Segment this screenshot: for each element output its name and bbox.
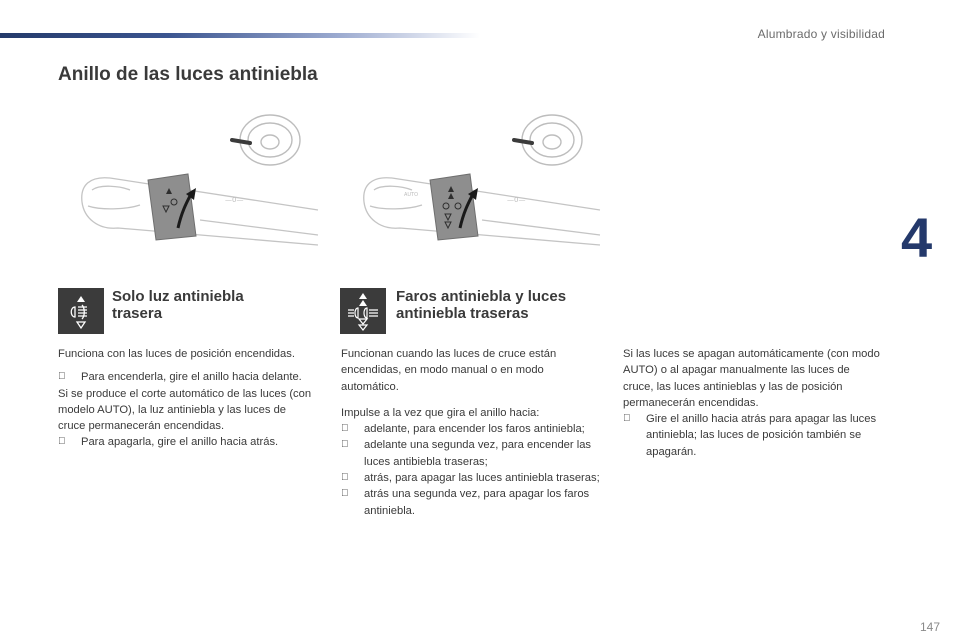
stalk-body-icon [82,178,318,245]
bullet-marker-icon [58,434,74,450]
page-heading: Anillo de las luces antiniebla [58,64,318,85]
list-item [58,434,316,450]
chapter-number: 4 [901,206,933,269]
page-number: 147 [919,620,940,634]
text-column-right [623,346,881,460]
section-title: Alumbrado y visibilidad [757,27,885,41]
paragraph: Si las luces se apagan automáticamente (con modo AUTO) o al apagar manualmente las luces de cruce, las luces antinieblas y las de posición permanecerán encendidas. [623,348,880,409]
subheading-line2: trasera [112,305,163,322]
bullet-marker-icon [341,486,357,502]
auto-label: AUTO [404,192,419,198]
stalk-label: —0— [507,196,526,204]
stalk-pointer-icon [232,140,250,143]
list-item-text: Para encenderla, gire el anillo hacia delante. [81,371,302,384]
paragraph: Si se produce el corte automático de las luces (con modelo AUTO), la luz antiniebla y las luces de cruce permanecerán encendidas. [58,387,312,433]
steering-wheel-icon [240,115,300,165]
stalk-pointer-icon [514,140,532,143]
list-item [623,411,881,460]
list-item [58,369,316,385]
rear-fog-light-icon [58,288,104,334]
header-accent-bar [0,33,480,38]
stalk-illustration-front-rear-fog [352,110,602,250]
steering-wheel-icon [522,115,582,165]
stalk-body-icon [364,178,600,245]
list-item-text: Gire el anillo hacia atrás para apagar las luces antiniebla; las luces de posición también se apagarán. [646,413,877,458]
subheading-rear-fog [112,288,244,322]
bullet-marker-icon [623,411,639,427]
fog-ring-icon [430,174,478,240]
list-item [341,486,603,519]
list-item-text: atrás, para apagar las luces antiniebla traseras; [364,472,600,485]
paragraph: Impulse a la vez que gira el anillo hacia: [341,406,540,419]
subheading-line1: Faros antiniebla y luces [396,288,567,305]
list-item [341,470,603,486]
text-column-middle [341,346,603,519]
subheading-line1: Solo luz antiniebla [112,288,244,305]
bullet-marker-icon [341,470,357,486]
bullet-marker-icon [58,369,74,385]
bullet-marker-icon [341,421,357,437]
stalk-label: —0— [225,196,244,204]
bullet-marker-icon [341,437,357,453]
list-item-text: adelante una segunda vez, para encender las luces antibiebla traseras; [364,439,592,468]
stalk-illustration-rear-fog [70,110,320,250]
list-item [341,437,603,470]
subheading-line2: antiniebla traseras [396,305,529,322]
text-column-left [58,346,316,451]
list-item [341,421,603,437]
list-item-text: adelante, para encender los faros antiniebla; [364,423,585,436]
subheading-front-rear-fog [396,288,566,322]
front-rear-fog-light-icon [340,288,386,334]
fog-ring-icon [148,174,196,240]
paragraph: Funciona con las luces de posición encendidas. [58,348,295,360]
list-item-text: Para apagarla, gire el anillo hacia atrás. [81,436,279,449]
list-item-text: atrás una segunda vez, para apagar los faros antiniebla. [364,488,590,517]
paragraph: Funcionan cuando las luces de cruce están encendidas, en modo manual o en modo automático. [341,348,557,393]
